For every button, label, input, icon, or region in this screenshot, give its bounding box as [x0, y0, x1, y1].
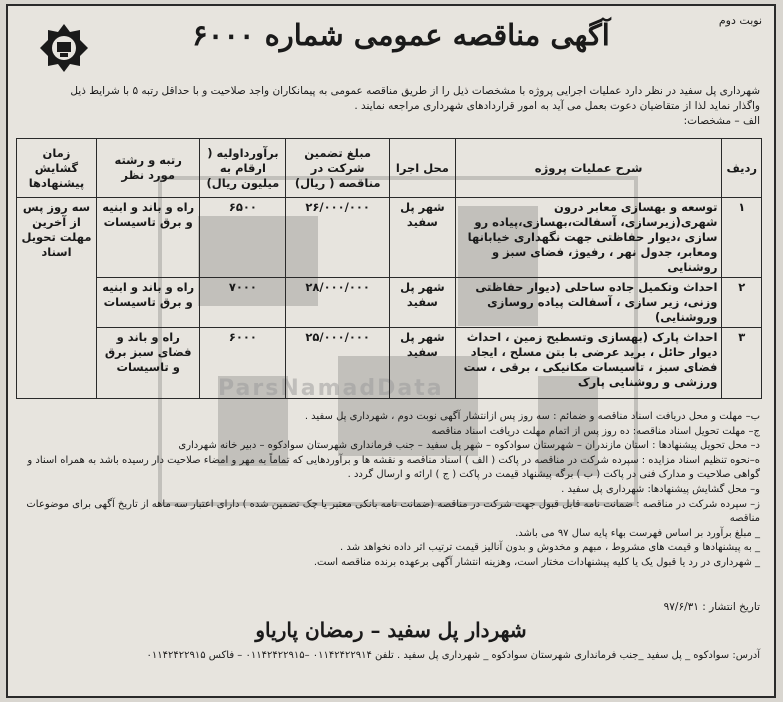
address-line: آدرس: سوادکوه _ پل سفید _جنب فرمانداری شهرستان سوادکوه _ شهرداری پل سفید . تلفن ۰۱۱۴۲۴۲۲۹۱۴ –۰۱۱۴۲۴۲۲۹۱۵ – فاکس ۰۱۱۴۲۴۲۲۹۱۵ [146, 650, 760, 661]
notice-sheet [6, 4, 776, 698]
page-title: آگهی مناقصه عمومی شماره ۶۰۰۰ [192, 18, 610, 52]
col-estimate: برآورداولیه ( ارقام به میلیون ریال) [200, 139, 286, 198]
term-item: _ به پیشنهادها و قیمت های مشروط ، مبهم و مخدوش و بدون آنالیز قیمت ترتیب اثر داده نخواهد شد . [340, 542, 760, 554]
intro-line-3: الف – مشخصات: [683, 115, 760, 127]
turn-label: نوبت دوم [718, 14, 762, 27]
cell-row: ۱ [722, 198, 762, 278]
term-item: ه–نحوه تنظیم اسناد مزایده : سپرده شرکت در مناقصه در پاکت ( الف ) اسناد مناقصه و نقشه ها و برآوردهایی که تماماً به مهر و امضاء صلاحیت دار رسیده باشد به همراه اسناد و گواهی صلاحیت و مدارک فنی در پاکت ( ب ) برگه پیشنهاد قیمت در پاکت ( ج ) ارائه و ارسال گردد . [27, 454, 760, 481]
term-item: و– محل گشایش پیشنهادها: شهرداری پل سفید . [561, 483, 760, 495]
cell-place: شهر پل سفید [390, 328, 456, 399]
publish-date: تاریخ انتشار : ۹۷/۶/۳۱ [663, 601, 760, 613]
cell-rank: راه و باند و فضای سبز برق و تاسیسات [96, 328, 200, 399]
terms-list [18, 410, 760, 571]
watermark-text: ParsNamadData [218, 376, 444, 401]
cell-desc: احداث وتکمیل جاده ساحلی (دیوار حفاظتی وزنی، زیر سازی ، آسفالت پیاده روسازی وروشنایی) [455, 278, 722, 328]
term-item: ج– مهلت تحویل اسناد مناقصه: ده روز پس از اتمام مهلت دریافت اسناد مناقصه [431, 425, 760, 437]
term-item: ز– سپرده شرکت در مناقصه : ضمانت نامه قابل قبول جهت شرکت در مناقصه (ضمانت نامه بانکی معتبر یا چک تضمین شده ) دارای اعتبار سه ماهه از تاریخ آگهی برای موضوعات مناقصه [26, 498, 760, 525]
table-header-row [17, 139, 762, 198]
col-bond: مبلغ تضمین شرکت در مناقصه ( ریال) [286, 139, 390, 198]
col-opening: زمان گشایش پیشنهادها [17, 139, 97, 198]
projects-table [16, 138, 762, 399]
term-item: _ مبلغ برآورد بر اساس فهرست بهاء پایه سال ۹۷ می باشد. [515, 527, 760, 539]
signature: شهردار پل سفید – رمضان پاریاو [255, 618, 527, 642]
cell-estimate: ۶۵۰۰ [200, 198, 286, 278]
municipality-logo-icon [38, 22, 90, 74]
cell-estimate: ۶۰۰۰ [200, 328, 286, 399]
term-item: د– محل تحویل پیشنهادها : استان مازندران – شهرستان سوادکوه – شهر پل سفید – جنب فرمانداری شهرستان سوادکوه – دبیر خانه شهرداری [178, 440, 760, 452]
col-rank: رتبه و رشته مورد نظر [96, 139, 200, 198]
col-row: ردیف [722, 139, 762, 198]
cell-rank: راه و باند و ابنیه و برق تاسیسات [96, 278, 200, 328]
cell-rank: راه و باند و ابنیه و برق تاسیسات [96, 198, 200, 278]
intro-line-2: واگذار نماید لذا از متقاضیان دعوت بعمل می آید به امور قراردادهای شهرداری مراجعه نمایند . [354, 100, 760, 112]
col-desc: شرح عملیات پروژه [455, 139, 722, 198]
intro-line-1: شهرداری پل سفید در نظر دارد عملیات اجرایی پروژه با مشخصات ذیل را از طریق مناقصه عمومی به پیمانکاران واجد صلاحیت و با حداقل رتبه ۵ با شرایط ذیل [70, 85, 760, 97]
cell-opening: سه روز پس از آخرین مهلت تحویل اسناد [17, 198, 97, 399]
cell-bond: ۲۵/۰۰۰/۰۰۰ [286, 328, 390, 399]
cell-place: شهر پل سفید [390, 198, 456, 278]
cell-estimate: ۷۰۰۰ [200, 278, 286, 328]
table-row [17, 198, 762, 278]
cell-row: ۳ [722, 328, 762, 399]
cell-row: ۲ [722, 278, 762, 328]
cell-desc: احداث پارک (بهسازی وتسطیح زمین ، احداث دیوار حائل ، برید عرضی با بتن مسلح ، ایجاد فضای سبز ، تاسیسات مکانیکی ، برقی ، ست ورزشی و روشنایی پارک [455, 328, 722, 399]
cell-place: شهر پل سفید [390, 278, 456, 328]
col-place: محل اجرا [390, 139, 456, 198]
term-item: ب– مهلت و محل دریافت اسناد مناقصه و ضمائم : سه روز پس ازانتشار آگهی نوبت دوم ، شهرداری پل سفید . [304, 411, 760, 422]
term-item: _ شهرداری در رد یا قبول یک یا کلیه پیشنهادات مختار است، وهزینه انتشار آگهی برعهده برنده مناقصه است. [313, 556, 760, 568]
cell-bond: ۲۸/۰۰۰/۰۰۰ [286, 278, 390, 328]
intro-text [18, 84, 760, 129]
cell-bond: ۲۶/۰۰۰/۰۰۰ [286, 198, 390, 278]
table-row [17, 328, 762, 399]
table-row [17, 278, 762, 328]
cell-desc: توسعه و بهسازی معابر درون شهری(زیرسازی، آسفالت،بهسازی،پیاده رو سازی ،دیوار حفاظتی جهت نگهداری خیابانها ومعابر، جدول نهر ، رفیوژ، فضای سبز و روشنایی [455, 198, 722, 278]
